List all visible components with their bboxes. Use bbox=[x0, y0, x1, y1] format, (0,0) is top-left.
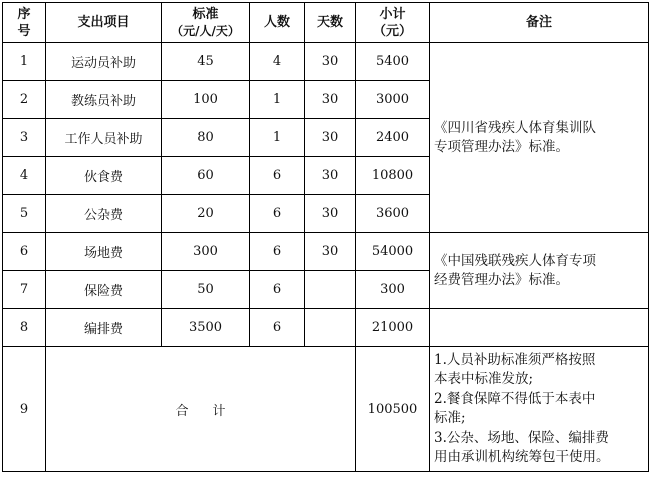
cell-subtotal: 300 bbox=[356, 271, 430, 309]
cell-seq: 8 bbox=[3, 309, 46, 347]
cell-seq: 1 bbox=[3, 43, 46, 81]
cell-people: 6 bbox=[250, 157, 305, 195]
cell-subtotal: 54000 bbox=[356, 233, 430, 271]
remark-group-2: 《中国残联残疾人体育专项 经费管理办法》标准。 bbox=[430, 233, 649, 309]
cell-days: 30 bbox=[305, 43, 356, 81]
cell-item: 伙食费 bbox=[46, 157, 162, 195]
header-standard: 标准 （元/人/天） bbox=[162, 3, 250, 43]
table-row bbox=[3, 309, 649, 347]
cell-people: 1 bbox=[250, 119, 305, 157]
cell-item: 工作人员补助 bbox=[46, 119, 162, 157]
cell-item: 场地费 bbox=[46, 233, 162, 271]
total-notes: 1.人员补助标准须严格按照 本表中标准发放; 2.餐食保障不得低于本表中 标准; 3.公杂、场地、保险、编排费 用由承训机构统筹包干使用。 bbox=[430, 347, 649, 472]
cell-days: 30 bbox=[305, 119, 356, 157]
cell-seq: 5 bbox=[3, 195, 46, 233]
budget-table bbox=[2, 2, 649, 472]
cell-seq: 2 bbox=[3, 81, 46, 119]
cell-seq: 7 bbox=[3, 271, 46, 309]
cell-days: 30 bbox=[305, 81, 356, 119]
cell-subtotal: 10800 bbox=[356, 157, 430, 195]
cell-days: 30 bbox=[305, 195, 356, 233]
cell-item: 编排费 bbox=[46, 309, 162, 347]
cell-item: 保险费 bbox=[46, 271, 162, 309]
cell-seq: 3 bbox=[3, 119, 46, 157]
cell-item: 运动员补助 bbox=[46, 43, 162, 81]
cell-people: 6 bbox=[250, 271, 305, 309]
header-days: 天数 bbox=[305, 3, 356, 43]
cell-item: 公杂费 bbox=[46, 195, 162, 233]
remark-group-1: 《四川省残疾人体育集训队 专项管理办法》标准。 bbox=[430, 43, 649, 233]
cell-seq: 4 bbox=[3, 157, 46, 195]
cell-people: 6 bbox=[250, 195, 305, 233]
cell-people: 4 bbox=[250, 43, 305, 81]
cell-standard: 3500 bbox=[162, 309, 250, 347]
cell-standard: 100 bbox=[162, 81, 250, 119]
header-remarks: 备注 bbox=[430, 3, 649, 43]
cell-people: 1 bbox=[250, 81, 305, 119]
header-row bbox=[3, 3, 649, 43]
total-row bbox=[3, 347, 649, 472]
header-subtotal: 小计 （元） bbox=[356, 3, 430, 43]
cell-standard: 80 bbox=[162, 119, 250, 157]
header-seq: 序 号 bbox=[3, 3, 46, 43]
table-row bbox=[3, 233, 649, 271]
header-people: 人数 bbox=[250, 3, 305, 43]
cell-subtotal: 21000 bbox=[356, 309, 430, 347]
cell-subtotal: 5400 bbox=[356, 43, 430, 81]
cell-people: 6 bbox=[250, 309, 305, 347]
cell-days bbox=[305, 271, 356, 309]
cell-seq: 9 bbox=[3, 347, 46, 472]
cell-subtotal: 2400 bbox=[356, 119, 430, 157]
cell-people: 6 bbox=[250, 233, 305, 271]
total-label: 合 计 bbox=[46, 347, 356, 472]
header-item: 支出项目 bbox=[46, 3, 162, 43]
cell-subtotal: 3000 bbox=[356, 81, 430, 119]
total-subtotal: 100500 bbox=[356, 347, 430, 472]
cell-standard: 60 bbox=[162, 157, 250, 195]
cell-standard: 20 bbox=[162, 195, 250, 233]
cell-item: 教练员补助 bbox=[46, 81, 162, 119]
cell-seq: 6 bbox=[3, 233, 46, 271]
cell-days: 30 bbox=[305, 157, 356, 195]
remark-group-3 bbox=[430, 309, 649, 347]
cell-days bbox=[305, 309, 356, 347]
cell-days: 30 bbox=[305, 233, 356, 271]
cell-standard: 300 bbox=[162, 233, 250, 271]
cell-standard: 45 bbox=[162, 43, 250, 81]
cell-standard: 50 bbox=[162, 271, 250, 309]
table-row bbox=[3, 43, 649, 81]
cell-subtotal: 3600 bbox=[356, 195, 430, 233]
